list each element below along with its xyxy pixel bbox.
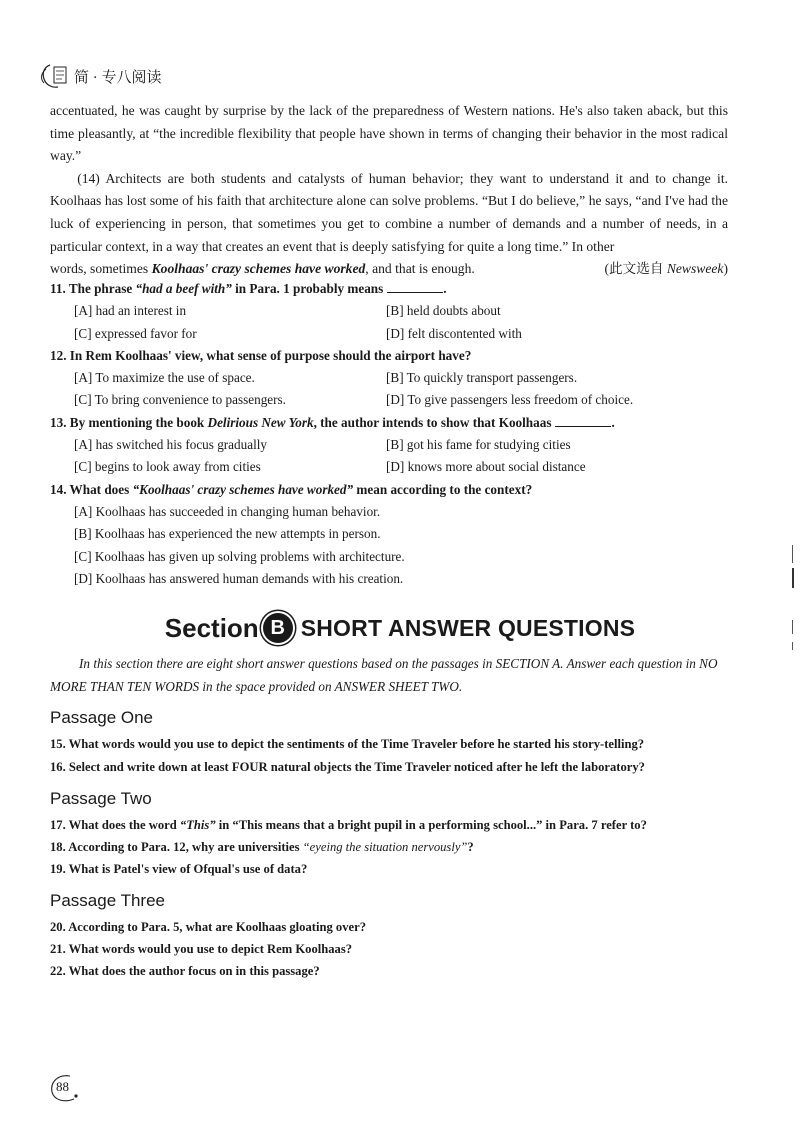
section-badge: B (263, 613, 293, 643)
passage-paragraph-14: (14) Architects are both students and catalysts of human behavior; they want to understand it and to change it. Koolhaas has lost some of his faith that architecture alone can solve problems. “But I do believe,” he says, “and I've had the luck of experiencing in person, that sometimes you get to combine a number of demands and a number of needs, in a particular context, in a way that creates an event that is deeply satisfying for quite a long time.” In other (50, 170, 728, 254)
source-attribution: (此文选自 Newsweek) (604, 261, 728, 277)
option-d: [D] Koolhaas has answered human demands with his creation. (74, 570, 404, 586)
option-d: [D] felt discontented with (386, 325, 522, 341)
question-16: 16. Select and write down at least FOUR natural objects the Time Traveler noticed after he left the laboratory? (50, 760, 645, 774)
passage-paragraph-14-end: words, sometimes Koolhaas' crazy schemes have worked, and that is enough. (此文选自 Newsweek) (50, 258, 728, 281)
option-c: [C] Koolhaas has given up solving problems with architecture. (74, 548, 405, 564)
passage-text (50, 100, 728, 281)
scan-mark (792, 642, 793, 650)
page-number: 88 (56, 1079, 69, 1094)
option-b: [B] got his fame for studying cities (386, 437, 571, 453)
question-18: 18. According to Para. 12, why are universities “eyeing the situation nervously”? (50, 840, 474, 854)
option-b: [B] held doubts about (386, 303, 501, 319)
section-b-heading (0, 608, 800, 648)
scan-mark (792, 620, 793, 634)
scan-mark (792, 568, 794, 588)
question-13: 13. By mentioning the book Delirious New York, the author intends to show that Koolhaas . (50, 414, 615, 430)
option-c: [C] expressed favor for (74, 325, 197, 341)
section-instructions: In this section there are eight short answer questions based on the passages in SECTION A. Answer each question in NO MORE THAN TEN WORDS in the space provided on ANSWER SHEET TWO. (50, 656, 718, 694)
option-d: [D] To give passengers less freedom of choice. (386, 392, 634, 408)
running-header (36, 60, 162, 92)
scan-mark (792, 545, 793, 563)
option-d: [D] knows more about social distance (386, 459, 586, 475)
option-a: [A] has switched his focus gradually (74, 437, 268, 453)
option-b: [B] Koolhaas has experienced the new attempts in person. (74, 526, 381, 542)
passage-three-heading: Passage Three (50, 891, 165, 910)
book-logo-icon (36, 61, 72, 91)
question-12: 12. In Rem Koolhaas' view, what sense of purpose should the airport have? (50, 347, 472, 363)
emphasized-phrase: Koolhaas' crazy schemes have worked (151, 261, 366, 277)
question-20: 20. According to Para. 5, what are Koolhaas gloating over? (50, 920, 366, 934)
passage-two-heading: Passage Two (50, 789, 152, 808)
option-c: [C] To bring convenience to passengers. (74, 392, 286, 408)
question-17: 17. What does the word “This” in “This means that a bright pupil in a performing school...” in Para. 7 refer to? (50, 818, 647, 832)
option-c: [C] begins to look away from cities (74, 459, 261, 475)
question-21: 21. What words would you use to depict Rem Koolhaas? (50, 942, 353, 956)
option-a: [A] To maximize the use of space. (74, 370, 255, 386)
header-title: 简 · 专八阅读 (74, 69, 162, 86)
question-15: 15. What words would you use to depict the sentiments of the Time Traveler before he started his story-telling? (50, 737, 645, 751)
answer-blank (387, 280, 443, 293)
answer-blank (555, 414, 611, 427)
section-title: SHORT ANSWER QUESTIONS (300, 614, 636, 641)
option-b: [B] To quickly transport passengers. (386, 370, 578, 386)
passage-paragraph: accentuated, he was caught by surprise by the lack of the preparedness of Western nations. He's also taken aback, but this time pleasantly, at “the incredible flexibility that people have shown in terms of changing their behavior in the most radical way.” (50, 103, 728, 164)
option-a: [A] Koolhaas has succeeded in changing human behavior. (74, 503, 381, 519)
question-19: 19. What is Patel's view of Ofqual's use of data? (50, 862, 308, 876)
option-a: [A] had an interest in (74, 303, 187, 319)
multiple-choice-questions (50, 278, 740, 590)
question-14: 14. What does “Koolhaas' crazy schemes have worked” mean according to the context? (50, 481, 533, 497)
question-11: 11. The phrase “had a beef with” in Para. 1 probably means . (50, 281, 447, 296)
passage-one-heading: Passage One (50, 708, 154, 727)
question-22: 22. What does the author focus on in this passage? (50, 964, 320, 978)
section-label: Section (164, 612, 259, 643)
